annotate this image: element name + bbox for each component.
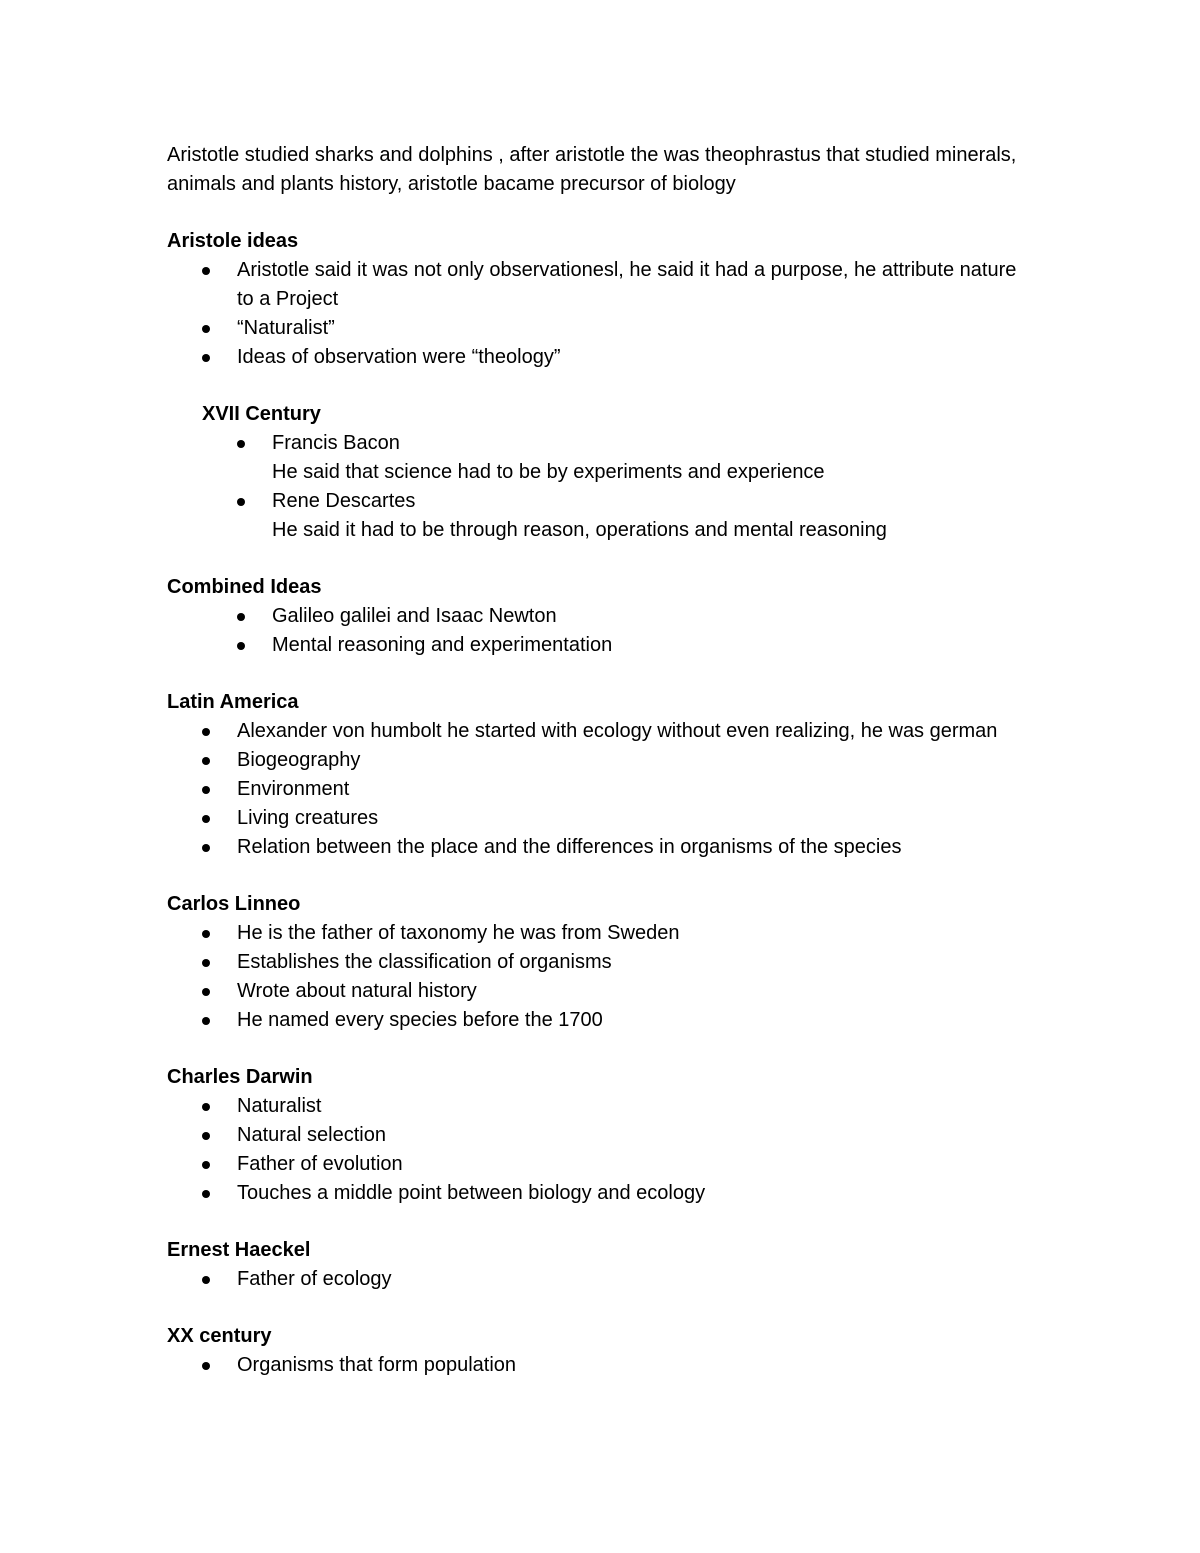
section-heading: Combined Ideas xyxy=(167,576,322,598)
section-heading: Ernest Haeckel xyxy=(167,1239,311,1261)
bullet-icon xyxy=(202,1132,210,1140)
list-item: Francis Bacon He said that science had to be by experiments and experience xyxy=(202,429,1037,487)
section-combined-ideas xyxy=(167,573,1037,660)
section-latin-america xyxy=(167,688,1037,862)
list-item: Relation between the place and the differences in organisms of the species xyxy=(167,833,1037,862)
section-heading: Latin America xyxy=(167,691,299,713)
section-xvii-century xyxy=(202,400,1037,545)
bullet-icon xyxy=(237,642,245,650)
list-item: Organisms that form population xyxy=(167,1351,1037,1380)
section-heading: XVII Century xyxy=(202,403,321,425)
section-xx-century xyxy=(167,1322,1037,1380)
list-item: Father of evolution xyxy=(167,1150,1037,1179)
list-item: Rene Descartes He said it had to be through reason, operations and mental reasoning xyxy=(202,487,1037,545)
list-item: Wrote about natural history xyxy=(167,977,1037,1006)
list-item: Living creatures xyxy=(167,804,1037,833)
list-item: Aristotle said it was not only observationesl, he said it had a purpose, he attribute nature to a Project xyxy=(167,256,1037,314)
bullet-list xyxy=(202,429,1037,545)
list-item: He named every species before the 1700 xyxy=(167,1006,1037,1035)
bullet-list xyxy=(167,1092,1037,1208)
section-heading: Carlos Linneo xyxy=(167,893,301,915)
document-body xyxy=(167,141,1037,1380)
bullet-list xyxy=(167,256,1037,372)
bullet-icon xyxy=(202,930,210,938)
bullet-list xyxy=(167,602,1037,660)
section-charles-darwin xyxy=(167,1063,1037,1208)
bullet-icon xyxy=(202,1103,210,1111)
bullet-list xyxy=(167,1265,1037,1294)
bullet-icon xyxy=(202,1017,210,1025)
bullet-icon xyxy=(202,757,210,765)
section-heading: Aristole ideas xyxy=(167,230,299,252)
section-aristole-ideas xyxy=(167,227,1037,372)
bullet-icon xyxy=(202,844,210,852)
bullet-icon xyxy=(202,1362,210,1370)
intro-paragraph: Aristotle studied sharks and dolphins , after aristotle the was theophrastus that studied minerals, animals and plants history, aristotle bacame precursor of biology xyxy=(167,144,1017,195)
bullet-icon xyxy=(202,325,210,333)
bullet-icon xyxy=(202,1161,210,1169)
list-item: Natural selection xyxy=(167,1121,1037,1150)
bullet-icon xyxy=(202,988,210,996)
list-item: He is the father of taxonomy he was from Sweden xyxy=(167,919,1037,948)
list-item: Galileo galilei and Isaac Newton xyxy=(202,602,1037,631)
bullet-icon xyxy=(202,267,210,275)
list-item: Father of ecology xyxy=(167,1265,1037,1294)
list-item: Touches a middle point between biology and ecology xyxy=(167,1179,1037,1208)
list-item: “Naturalist” xyxy=(167,314,1037,343)
bullet-icon xyxy=(202,1276,210,1284)
bullet-icon xyxy=(202,786,210,794)
bullet-list xyxy=(167,919,1037,1035)
list-item: Environment xyxy=(167,775,1037,804)
list-item: Ideas of observation were “theology” xyxy=(167,343,1037,372)
list-item: Alexander von humbolt he started with ecology without even realizing, he was german xyxy=(167,717,1037,746)
bullet-list xyxy=(167,1351,1037,1380)
list-item: Establishes the classification of organisms xyxy=(167,948,1037,977)
section-carlos-linneo xyxy=(167,890,1037,1035)
section-heading: XX century xyxy=(167,1325,272,1347)
section-ernest-haeckel xyxy=(167,1236,1037,1294)
bullet-icon xyxy=(202,815,210,823)
bullet-icon xyxy=(237,613,245,621)
list-item: Naturalist xyxy=(167,1092,1037,1121)
bullet-icon xyxy=(202,959,210,967)
list-item: Biogeography xyxy=(167,746,1037,775)
bullet-icon xyxy=(202,354,210,362)
bullet-icon xyxy=(237,498,245,506)
bullet-icon xyxy=(202,1190,210,1198)
bullet-icon xyxy=(202,728,210,736)
bullet-list xyxy=(167,717,1037,862)
bullet-icon xyxy=(237,440,245,448)
list-item: Mental reasoning and experimentation xyxy=(202,631,1037,660)
section-heading: Charles Darwin xyxy=(167,1066,313,1088)
